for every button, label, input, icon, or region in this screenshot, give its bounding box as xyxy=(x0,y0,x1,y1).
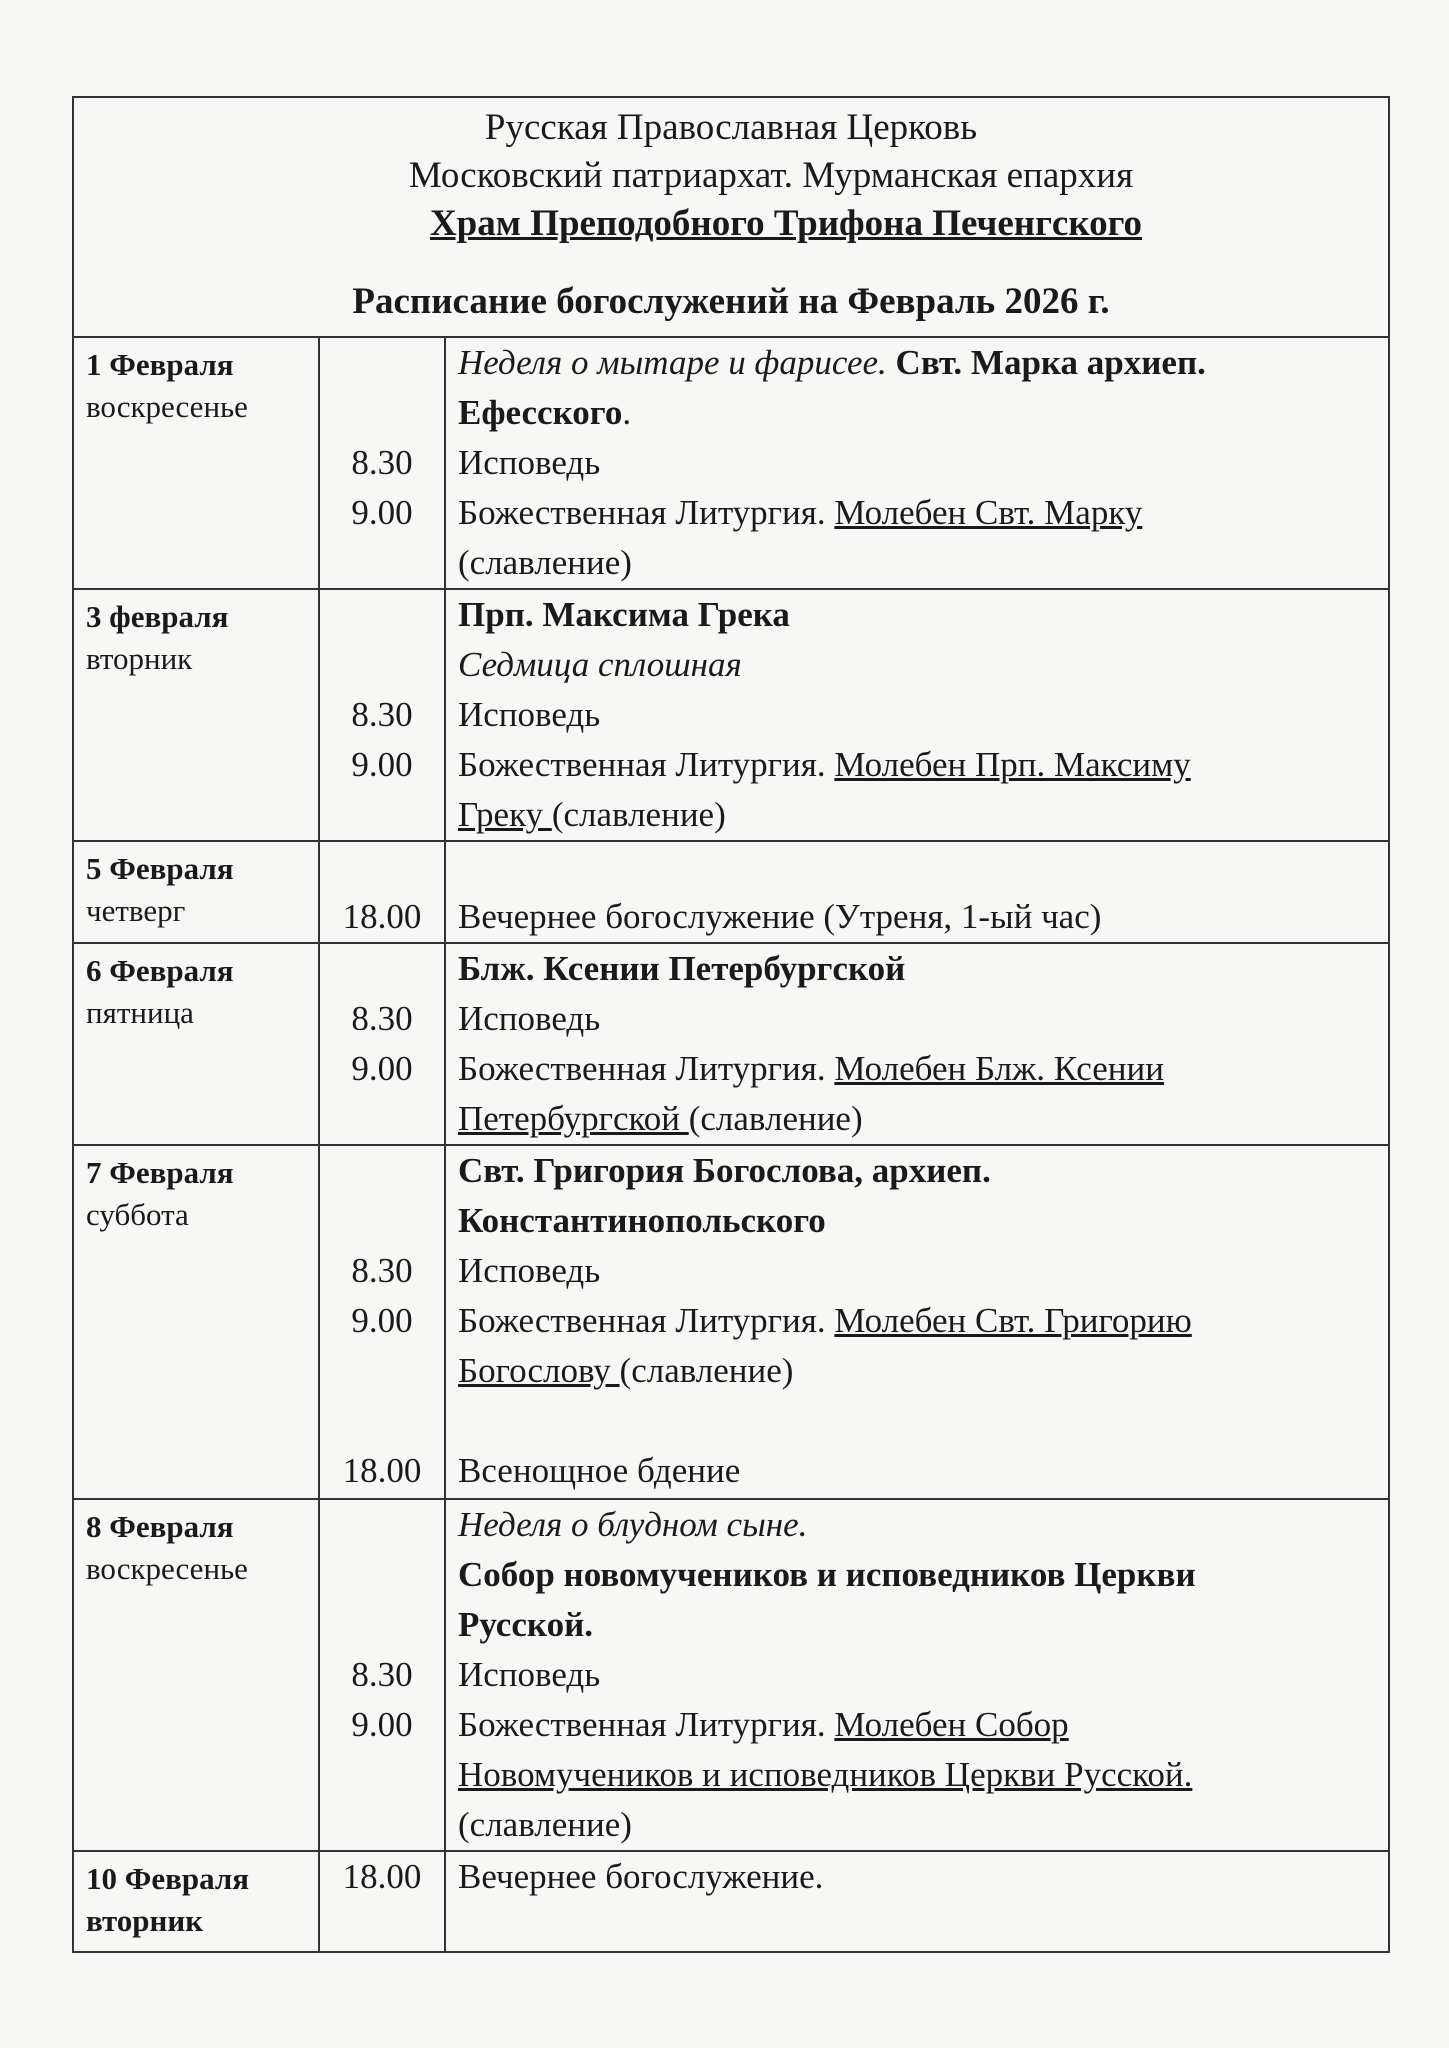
schedule-header xyxy=(74,98,1388,338)
weekday: суббота xyxy=(86,1197,189,1232)
table-row xyxy=(74,589,1388,841)
service: Божественная Литургия. xyxy=(458,493,826,532)
service: Божественная Литургия. xyxy=(458,1705,826,1744)
table-row xyxy=(74,1851,1388,1951)
weekday: вторник xyxy=(86,641,193,676)
service: Исповедь xyxy=(458,1655,601,1694)
time-cell xyxy=(319,338,445,589)
moleben: Богослову xyxy=(458,1351,620,1390)
moleben: Петербургской xyxy=(458,1099,689,1138)
time: 18.00 xyxy=(342,1451,422,1490)
service-note: (славление) xyxy=(551,795,726,834)
event-cell xyxy=(445,943,1388,1145)
saint-name: Блж. Ксении Петербургской xyxy=(458,949,906,988)
date-cell xyxy=(74,1145,319,1499)
moleben: Молебен Свт. Григорию xyxy=(834,1301,1192,1340)
time-cell xyxy=(319,841,445,943)
date: 5 Февраля xyxy=(86,851,234,886)
diocese-name: Московский патриархат. Мурманская епархия xyxy=(408,155,1134,196)
event-cell xyxy=(445,1499,1388,1851)
service-note: (славление) xyxy=(688,1099,863,1138)
saint-name: Свт. Марка архиеп. xyxy=(895,343,1206,382)
feast-name: Неделя о мытаре и фарисее. xyxy=(458,343,887,382)
time-cell xyxy=(319,1851,445,1951)
time-cell xyxy=(319,1145,445,1499)
date: 3 февраля xyxy=(86,599,229,634)
time: 9.00 xyxy=(351,493,413,532)
table-row xyxy=(74,841,1388,943)
date: 6 Февраля xyxy=(86,953,234,988)
time: 9.00 xyxy=(351,1705,413,1744)
temple-name: Храм Преподобного Трифона Печенгского xyxy=(429,203,1143,244)
moleben: Молебен Прп. Максиму xyxy=(834,745,1191,784)
saint-name: Русской. xyxy=(458,1605,593,1644)
date: 7 Февраля xyxy=(86,1155,234,1190)
saint-name: Константинопольского xyxy=(458,1201,826,1240)
event-cell xyxy=(445,1851,1388,1951)
date-cell xyxy=(74,1851,319,1951)
time-cell xyxy=(319,943,445,1145)
service: Вечернее богослужение. xyxy=(458,1857,824,1896)
time: 8.30 xyxy=(351,1251,413,1290)
date: 10 Февраля xyxy=(86,1861,250,1896)
moleben: Молебен Свт. Марку xyxy=(834,493,1143,532)
weekday: вторник xyxy=(86,1903,204,1938)
time: 9.00 xyxy=(351,1301,413,1340)
service-note: (славление) xyxy=(458,1805,632,1844)
event-cell xyxy=(445,841,1388,943)
time: 9.00 xyxy=(351,1049,413,1088)
service: Исповедь xyxy=(458,1251,601,1290)
service: Исповедь xyxy=(458,999,601,1038)
event-cell xyxy=(445,338,1388,589)
event-cell xyxy=(445,589,1388,841)
saint-name: Собор новомучеников и исповедников Церкви xyxy=(458,1555,1196,1594)
service-note: (славление) xyxy=(619,1351,794,1390)
date-cell xyxy=(74,1499,319,1851)
saint-name: Свт. Григория Богослова, архиеп. xyxy=(458,1151,991,1190)
service: Исповедь xyxy=(458,443,601,482)
time: 18.00 xyxy=(342,1857,422,1896)
moleben: Молебен Блж. Ксении xyxy=(834,1049,1164,1088)
table-row xyxy=(74,943,1388,1145)
time: 9.00 xyxy=(351,745,413,784)
saint-name: Прп. Максима Грека xyxy=(458,595,790,634)
feast-name: Седмица сплошная xyxy=(458,645,742,684)
weekday: воскресенье xyxy=(86,1551,248,1586)
time: 18.00 xyxy=(342,897,422,936)
schedule-table xyxy=(74,338,1388,1951)
moleben: Молебен Собор xyxy=(834,1705,1069,1744)
service: Исповедь xyxy=(458,695,601,734)
time: 8.30 xyxy=(351,443,413,482)
service: Божественная Литургия. xyxy=(458,1049,826,1088)
date: 8 Февраля xyxy=(86,1509,234,1544)
feast-name: Неделя о блудном сыне. xyxy=(458,1505,808,1544)
service: Божественная Литургия. xyxy=(458,1301,826,1340)
event-cell xyxy=(445,1145,1388,1499)
table-row xyxy=(74,338,1388,589)
time: 8.30 xyxy=(351,999,413,1038)
weekday: четверг xyxy=(86,893,186,928)
date-cell xyxy=(74,338,319,589)
schedule-sheet xyxy=(72,96,1390,1953)
service: Божественная Литургия. xyxy=(458,745,826,784)
time-cell xyxy=(319,1499,445,1851)
date: 1 Февраля xyxy=(86,347,234,382)
weekday: воскресенье xyxy=(86,389,248,424)
time-cell xyxy=(319,589,445,841)
church-name: Русская Православная Церковь xyxy=(484,107,978,148)
time: 8.30 xyxy=(351,695,413,734)
weekday: пятница xyxy=(86,995,194,1030)
table-row xyxy=(74,1145,1388,1499)
moleben: Новомучеников и исповедников Церкви Русской. xyxy=(458,1755,1193,1794)
service: Вечернее богослужение (Утреня, 1-ый час) xyxy=(458,897,1102,936)
date-cell xyxy=(74,841,319,943)
table-row xyxy=(74,1499,1388,1851)
moleben: Греку xyxy=(458,795,552,834)
punctuation: . xyxy=(622,393,632,432)
time: 8.30 xyxy=(351,1655,413,1694)
saint-name: Ефесского xyxy=(458,393,623,432)
date-cell xyxy=(74,943,319,1145)
service-note: (славление) xyxy=(458,543,632,582)
schedule-title: Расписание богослужений на Февраль 2026 г. xyxy=(352,281,1110,322)
date-cell xyxy=(74,589,319,841)
service: Всенощное бдение xyxy=(458,1451,741,1490)
